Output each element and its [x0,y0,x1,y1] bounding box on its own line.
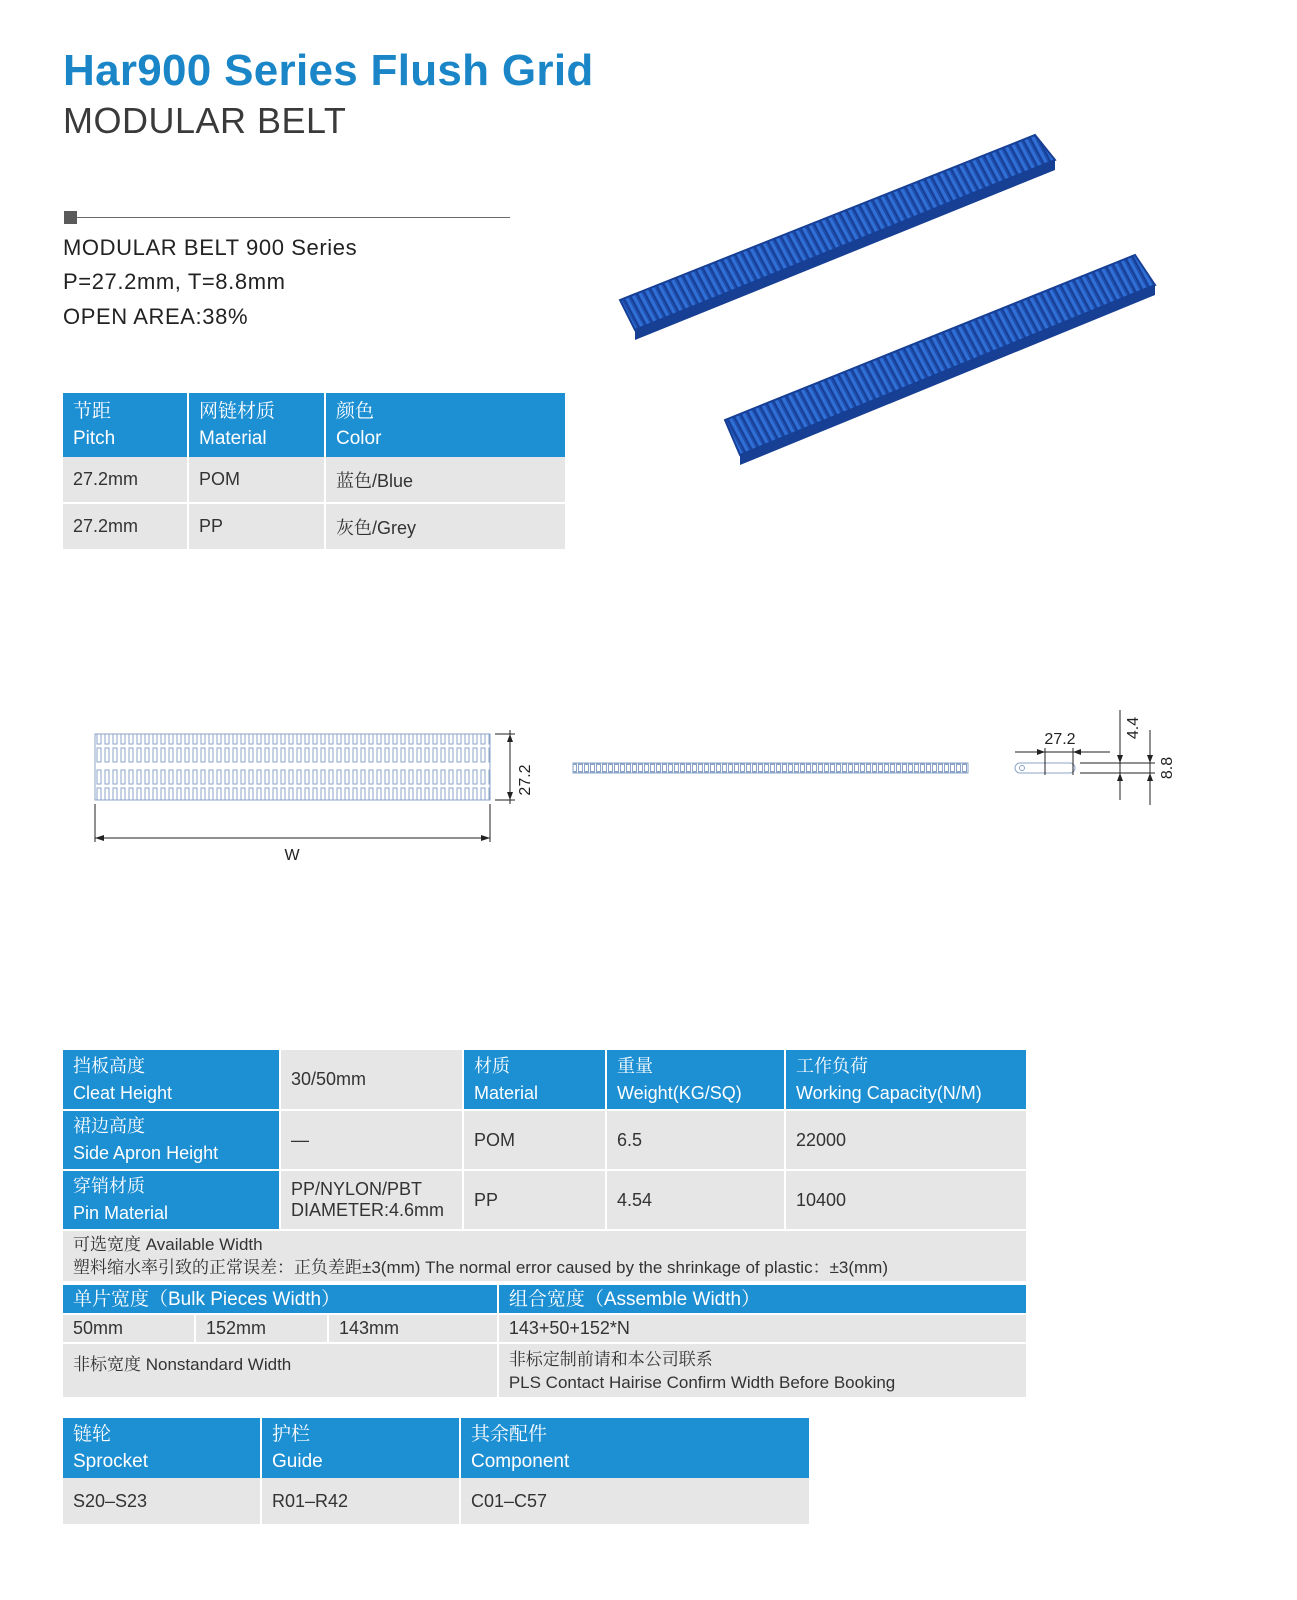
divider-marker [64,211,77,224]
header-material: 网链材质 Material [188,393,325,457]
dim-top-label: 4.4 [1125,716,1142,740]
pin-material-header: 穿销材质 Pin Material [63,1170,280,1230]
sprocket-value: S20–S23 [63,1478,261,1524]
dim-side-pitch-label: 27.2 [1044,731,1076,748]
top-view [95,730,534,864]
capacity-value: 22000 [785,1110,1026,1170]
bulk-width-header: 单片宽度（Bulk Pieces Width） [63,1285,498,1314]
assemble-width-value: 143+50+152*N [498,1314,1026,1343]
cell-color: 蓝色/Blue [325,457,565,503]
cell-color: 灰色/Grey [325,503,565,549]
dim-pitch-label: 27.2 [517,764,534,796]
assemble-width-header: 组合宽度（Assemble Width） [498,1285,1026,1314]
table-row [63,503,565,549]
tolerance-text: 塑料缩水率引致的正常误差：正负差距±3(mm) The normal error caused by the shrinkage of plastic：±3(mm) [73,1258,888,1277]
belt-module-upper [620,135,1055,340]
material-table [63,393,565,549]
front-view [573,763,968,773]
spec-table [63,1050,1026,1283]
table-row [63,1343,1026,1397]
spec-open-area: OPEN AREA:38% [63,304,249,329]
pin-material-value: PP/NYLON/PBT DIAMETER:4.6mm [280,1170,463,1230]
width-table [63,1285,1026,1397]
weight-value: 4.54 [606,1170,785,1230]
accessory-table [63,1418,809,1524]
capacity-value: 10400 [785,1170,1026,1230]
material-header: 材质 Material [463,1050,606,1110]
table-row [63,1170,1026,1230]
available-width-label: 可选宽度 Available Width [73,1235,263,1254]
belt-product-image [615,130,1175,480]
guide-value: R01–R42 [261,1478,460,1524]
dim-thickness-label: 8.8 [1159,756,1176,780]
guide-header: 护栏 Guide [261,1418,460,1478]
bulk-width-3: 143mm [328,1314,498,1343]
technical-drawing [80,700,1200,870]
nonstandard-width-label: 非标宽度 Nonstandard Width [63,1343,498,1397]
side-view [1015,710,1176,805]
bulk-width-2: 152mm [195,1314,328,1343]
apron-height-value: — [280,1110,463,1170]
sprocket-header: 链轮 Sprocket [63,1418,261,1478]
material-value: POM [463,1110,606,1170]
cleat-height-value: 30/50mm [280,1050,463,1110]
dim-width-label: W [284,847,300,864]
table-row [63,1478,809,1524]
nonstandard-width-note: 非标定制前请和本公司联系 PLS Contact Hairise Confirm Width Before Booking [498,1343,1026,1397]
capacity-header: 工作负荷 Working Capacity(N/M) [785,1050,1026,1110]
header-color: 颜色 Color [325,393,565,457]
divider-line [77,217,510,218]
table-row [63,1314,1026,1343]
header-pitch: 节距 Pitch [63,393,188,457]
bulk-width-1: 50mm [63,1314,195,1343]
page-title: Har900 Series Flush Grid [63,46,594,95]
weight-header: 重量 Weight(KG/SQ) [606,1050,785,1110]
cell-pitch: 27.2mm [63,457,188,503]
component-value: C01–C57 [460,1478,809,1524]
cell-material: PP [188,503,325,549]
table-row [63,457,565,503]
page-subtitle: MODULAR BELT [63,100,347,141]
cleat-height-header: 挡板高度 Cleat Height [63,1050,280,1110]
spec-pitch-thickness: P=27.2mm, T=8.8mm [63,269,286,294]
cell-material: POM [188,457,325,503]
cell-pitch: 27.2mm [63,503,188,549]
component-header: 其余配件 Component [460,1418,809,1478]
table-row [63,1110,1026,1170]
belt-module-lower [725,255,1155,465]
material-value: PP [463,1170,606,1230]
apron-height-header: 裙边高度 Side Apron Height [63,1110,280,1170]
tolerance-note [63,1230,1026,1282]
weight-value: 6.5 [606,1110,785,1170]
spec-series: MODULAR BELT 900 Series [63,235,358,260]
